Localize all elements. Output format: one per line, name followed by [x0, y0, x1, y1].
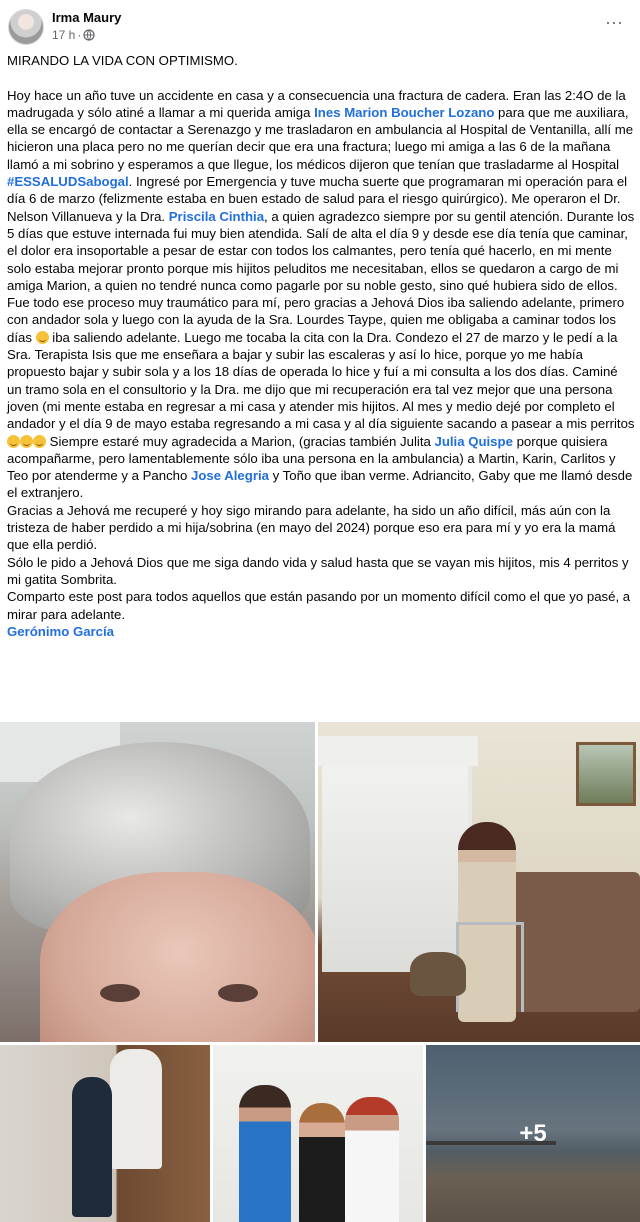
photo-shape: [456, 922, 524, 1012]
photo-beach-more[interactable]: [426, 1045, 640, 1222]
meta-separator: ·: [77, 28, 82, 42]
text-segment: Siempre estaré muy agradecida a Marion, (gracias también Julita: [46, 433, 435, 449]
photo-shape: [100, 984, 140, 1002]
photo-shape: [345, 1097, 399, 1222]
photo-shape: [510, 872, 640, 1012]
author-name[interactable]: Irma Maury: [52, 10, 122, 25]
photo-shape: [299, 1103, 345, 1222]
more-photos-count: +5: [519, 1119, 547, 1147]
post-meta: [52, 28, 95, 42]
text-segment: para que me auxiliara, ella se encargó de contactar a Serenazgo y me trasladaron en ambulancia al Hospital de Ventanilla, allí me hicieron una placa pero no me querían decir que era una fractura; luego mi amiga a las 6 de la mañana llamó a mi sobrino y esperamos a que llegue, los médicos dijeron que tenían que trasladarme al Hospital: [7, 104, 634, 172]
more-options-icon[interactable]: ···: [605, 12, 623, 32]
post-paragraph-2: Gracias a Jehová me recuperé y hoy sigo mirando para adelante, ha sido un año difícil, más aún con la tristeza de haber perdido a mi hija/sobrina (en mayo del 2024) porque eso era para mí y yo era la mamá que ella perdió.: [7, 502, 616, 553]
photo-shape: [110, 1049, 162, 1169]
text-segment: porque quisiera acompañarme, pero lamentablemente sólo iba una persona en la ambulancia) a Martin, Karin, Carlitos y Teo por atenderme y a Pancho: [7, 433, 616, 484]
text-segment: y Toño que iban verme. Adriancito, Gaby que me llamó desde el extranjero.: [7, 468, 633, 501]
mention-link[interactable]: Ines Marion Boucher Lozano: [314, 104, 495, 120]
photo-shape: [72, 1077, 112, 1217]
emoji-smile-icon: [33, 435, 46, 448]
mention-link[interactable]: Julia Quispe: [434, 433, 513, 449]
text-segment: , a quien agradezco siempre por su gentil atención. Durante los 5 días que estuve internada fui muy bien atendida. Salí de alta el día 9 y desde ese día tenía que caminar, el dolor era insoportable a pesar de estar con todos los calmantes, pero tenía qué hacerlo, en mi mente solo estaba mejorar pronto porque mis hijitos peluditos me necesitaban, ellos se quedaron a cargo de mi amiga Marion, a quien no tendré nunca como pagarle por su noble gesto, sino qué hubiera sido de ellos. Fue todo ese proceso muy traumático para mí, pero gracias a Jehová Dios iba saliendo adelante, primero con andador sola y luego con la ayuda de la Sra. Lourdes Taype, quien me obligaba a caminar todos los días: [7, 208, 635, 345]
photo-shape: [410, 952, 466, 996]
photo-shape: [218, 984, 258, 1002]
post-paragraph-4: Comparto este post para todos aquellos que están pasando por un momento difícil como el que yo pasé, a mirar para adelante.: [7, 589, 631, 622]
emoji-smile-icon: [20, 435, 33, 448]
photo-shape: [239, 1085, 291, 1222]
photo-walker-living-room[interactable]: [318, 722, 640, 1042]
text-segment: . Ingresé por Emergencia y tuve mucha suerte que programaran mi operación para el día 6 de marzo (felizmente estaba en buen estado de salud para el riesgo quirúrgico). Me operaron el Dr. Nelson Villanueva y la Dra.: [7, 174, 628, 224]
avatar[interactable]: [8, 9, 44, 45]
text-segment: iba saliendo adelante. Luego me tocaba la cita con la Dra. Condezo el 27 de marzo y le pedí a la Sra. Terapista Isis que me enseñara a bajar y subir las escaleras y así lo hice, porque yo me había propuesto bajar y subir sola y a los 18 días de operada lo hice y fuí a mi consulta a los dos días. Caminé un tramo sola en el consultorio y la Dra. me dijo que mi recuperación era tal vez mejor que una persona joven (mi mente estaba en regresar a mi casa y atender mis hijitos. Al mes y medio dejé por completo el andador y el día 9 de mayo estaba regresando a mi casa y al día siguiente sacando a pasear a mis perritos: [7, 329, 635, 432]
photo-shape: [318, 736, 478, 766]
emoji-smile-icon: [7, 435, 20, 448]
post-title: MIRANDO LA VIDA CON OPTIMISMO.: [7, 53, 238, 68]
text-segment: Hoy hace un año tuve un accidente en casa y a consecuencia una fractura de cadera. Eran las 2:4O de la madrugada y sólo atiné a llamar a mi querida amiga: [7, 87, 626, 120]
mention-link[interactable]: Priscila Cinthia: [168, 208, 265, 224]
photo-nurses[interactable]: [213, 1045, 423, 1222]
mention-link[interactable]: Jose Alegria: [191, 468, 269, 484]
post-text: [7, 52, 635, 640]
photo-shape: [322, 742, 472, 972]
photo-shape: [40, 872, 315, 1042]
post-header: [0, 0, 640, 48]
post-paragraph-3: Sólo le pido a Jehová Dios que me siga dando vida y salud hasta que se vayan mis hijitos, mis 4 perritos y mi gatita Sombrita.: [7, 554, 629, 587]
photo-selfie[interactable]: [0, 722, 315, 1042]
post-paragraph-1: [7, 87, 635, 502]
post-time[interactable]: 17 h: [52, 28, 76, 42]
globe-icon: [83, 29, 95, 41]
more-photos-overlay[interactable]: [426, 1045, 640, 1222]
emoji-smile-icon: [36, 331, 49, 344]
hashtag-link[interactable]: #ESSALUDSabogal: [7, 174, 129, 190]
photo-shape: [576, 742, 636, 806]
mention-link[interactable]: Gerónimo García: [7, 623, 115, 639]
photo-stairs[interactable]: [0, 1045, 210, 1222]
